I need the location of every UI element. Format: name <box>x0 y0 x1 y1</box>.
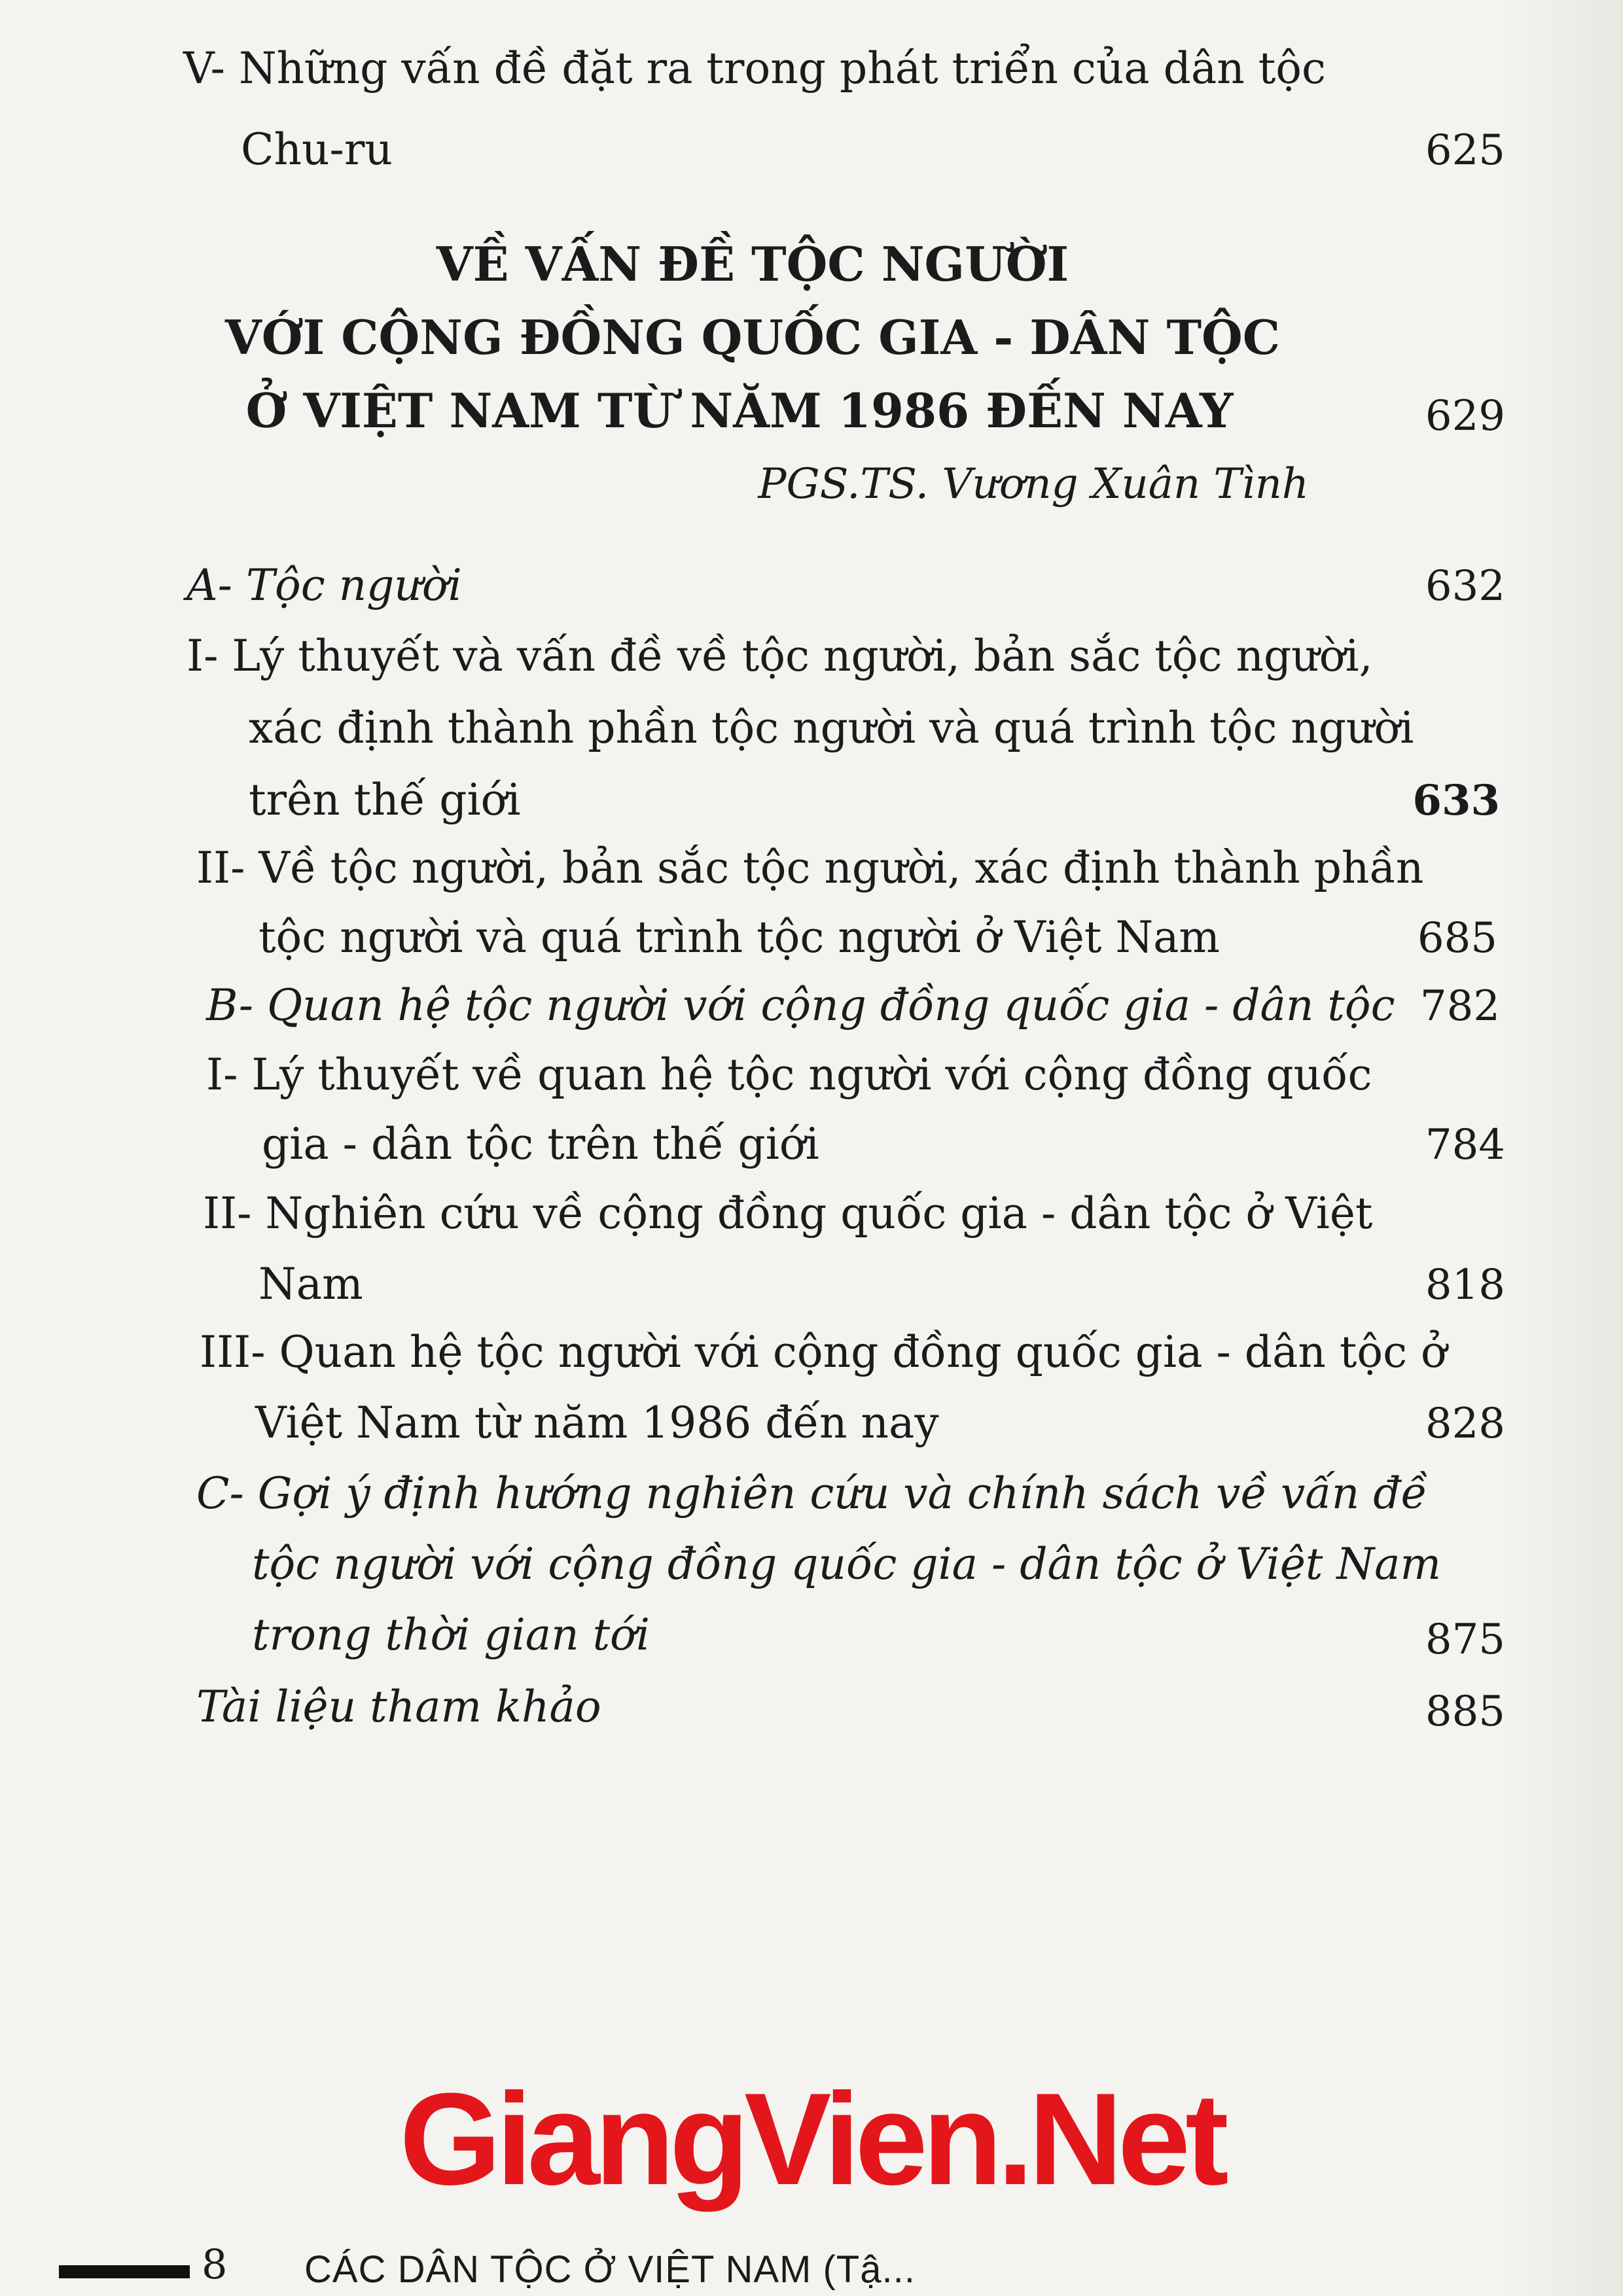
toc-page-number: 782 <box>1419 982 1500 1031</box>
toc-entry-line: xác định thành phần tộc người và quá trình tộc người <box>249 703 1414 753</box>
watermark-logo: GiangVien.Net <box>399 2066 1224 2212</box>
section-heading-line: VỚI CỘNG ĐỒNG QUỐC GIA - DÂN TỘC <box>224 309 1281 365</box>
toc-entry-line: II- Nghiên cứu về cộng đồng quốc gia - dân tộc ở Việt <box>203 1188 1373 1239</box>
page-edge-shadow <box>1505 0 1623 2296</box>
toc-entry-line: III- Quan hệ tộc người với cộng đồng quốc gia - dân tộc ở <box>200 1327 1447 1377</box>
toc-entry-line: Việt Nam từ năm 1986 đến nay <box>255 1398 939 1448</box>
toc-entry-line: Chu-ru <box>241 124 393 175</box>
toc-entry-line: I- Lý thuyết và vấn đề về tộc người, bản sắc tộc người, <box>187 631 1373 681</box>
toc-page-number: 828 <box>1425 1400 1505 1448</box>
toc-entry-line: trong thời gian tới <box>252 1610 650 1660</box>
toc-entry-line: Nam <box>259 1259 363 1309</box>
section-author: PGS.TS. Vương Xuân Tình <box>758 460 1309 508</box>
toc-entry-line: II- Về tộc người, bản sắc tộc người, xác định thành phần <box>196 843 1424 893</box>
toc-entry-line: trên thế giới <box>249 775 521 825</box>
toc-entry-line: gia - dân tộc trên thế giới <box>262 1119 819 1169</box>
section-heading-line: VỀ VẤN ĐỀ TỘC NGƯỜI <box>436 236 1069 292</box>
toc-page-number: 818 <box>1425 1261 1505 1309</box>
toc-entry-line: I- Lý thuyết về quan hệ tộc người với cộng đồng quốc <box>206 1050 1372 1100</box>
section-page-number: 629 <box>1425 392 1505 440</box>
toc-page-number: 875 <box>1425 1616 1505 1664</box>
toc-entry-line: Tài liệu tham khảo <box>196 1682 601 1732</box>
footer-page-number: 8 <box>202 2240 228 2288</box>
toc-page-number: 885 <box>1425 1687 1505 1736</box>
toc-entry-line: A- Tộc người <box>187 560 462 610</box>
toc-page-number: 633 <box>1412 776 1500 825</box>
section-heading-line: Ở VIỆT NAM TỪ NĂM 1986 ĐẾN NAY <box>245 383 1234 438</box>
footer-book-title: CÁC DÂN TỘC Ở VIỆT NAM (Tậ... <box>304 2248 916 2291</box>
toc-entry-line: tộc người và quá trình tộc người ở Việt Nam <box>259 912 1221 963</box>
toc-page-number: 784 <box>1425 1121 1505 1169</box>
footer-rule <box>59 2265 190 2278</box>
toc-entry-line: B- Quan hệ tộc người với cộng đồng quốc gia - dân tộc <box>206 980 1395 1031</box>
toc-entry-line: C- Gợi ý định hướng nghiên cứu và chính sách về vấn đề <box>196 1468 1428 1519</box>
toc-page-number: 632 <box>1425 562 1505 610</box>
toc-entry-line: V- Những vấn đề đặt ra trong phát triển của dân tộc <box>183 43 1326 94</box>
toc-entry-line: tộc người với cộng đồng quốc gia - dân tộc ở Việt Nam <box>252 1539 1442 1589</box>
toc-page-number: 685 <box>1417 914 1497 963</box>
toc-page-number: 625 <box>1425 126 1505 175</box>
